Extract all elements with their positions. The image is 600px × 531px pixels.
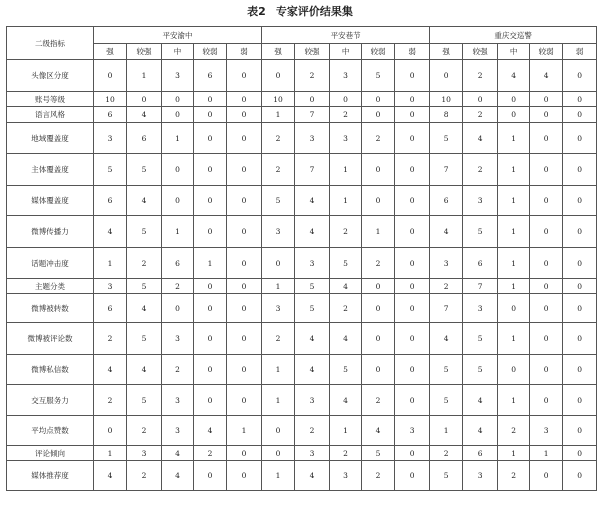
table-cell: 0: [194, 294, 227, 323]
table-cell: 0: [563, 416, 597, 446]
table-cell: 0: [162, 92, 194, 107]
row-label: 微博被评论数: [7, 323, 94, 355]
table-cell: 0: [395, 92, 430, 107]
row-label: 微博被转数: [7, 294, 94, 323]
table-cell: 1: [498, 279, 530, 294]
table-cell: 2: [463, 60, 498, 92]
level-header-row: [7, 44, 597, 60]
table-cell: 0: [563, 385, 597, 416]
table-cell: 4: [295, 186, 330, 216]
group-header: 平安巷节: [262, 27, 430, 44]
table-cell: 1: [262, 107, 295, 123]
level-header: 中: [498, 44, 530, 60]
table-row: [7, 355, 597, 385]
table-cell: 0: [162, 107, 194, 123]
table-cell: 0: [362, 279, 395, 294]
group-header: 平安渝中: [94, 27, 262, 44]
table-cell: 0: [262, 446, 295, 461]
table-cell: 4: [127, 294, 162, 323]
table-cell: 0: [530, 294, 563, 323]
table-cell: 7: [295, 107, 330, 123]
table-cell: 0: [362, 294, 395, 323]
table-cell: 1: [498, 186, 530, 216]
table-cell: 1: [194, 248, 227, 279]
table-row: [7, 92, 597, 107]
table-number: 表2: [247, 5, 266, 18]
table-cell: 0: [227, 385, 262, 416]
table-cell: 3: [162, 60, 194, 92]
table-cell: 8: [430, 107, 463, 123]
table-cell: 3: [395, 416, 430, 446]
row-label: 账号等级: [7, 92, 94, 107]
table-cell: 4: [330, 323, 362, 355]
table-cell: 0: [362, 154, 395, 186]
table-cell: 0: [94, 60, 127, 92]
table-cell: 0: [330, 92, 362, 107]
table-cell: 4: [362, 416, 395, 446]
table-cell: 2: [430, 279, 463, 294]
table-cell: 6: [94, 186, 127, 216]
table-cell: 0: [395, 294, 430, 323]
table-cell: 4: [463, 416, 498, 446]
table-cell: 0: [362, 355, 395, 385]
table-row: [7, 123, 597, 154]
table-cell: 0: [530, 154, 563, 186]
table-cell: 0: [395, 216, 430, 248]
table-cell: 0: [563, 323, 597, 355]
table-cell: 0: [362, 92, 395, 107]
table-cell: 3: [463, 294, 498, 323]
table-cell: 0: [530, 186, 563, 216]
table-cell: 0: [530, 461, 563, 491]
table-cell: 0: [227, 294, 262, 323]
table-cell: 0: [227, 92, 262, 107]
table-cell: 0: [227, 355, 262, 385]
table-cell: 1: [262, 279, 295, 294]
table-cell: 0: [563, 186, 597, 216]
table-cell: 0: [563, 355, 597, 385]
table-cell: 0: [194, 323, 227, 355]
table-cell: 4: [127, 355, 162, 385]
table-cell: 0: [194, 154, 227, 186]
table-cell: 2: [330, 294, 362, 323]
table-cell: 1: [262, 461, 295, 491]
table-cell: 0: [563, 294, 597, 323]
table-cell: 3: [330, 461, 362, 491]
table-row: [7, 248, 597, 279]
table-cell: 0: [162, 186, 194, 216]
table-cell: 1: [227, 416, 262, 446]
table-cell: 2: [127, 248, 162, 279]
row-label: 微博私信数: [7, 355, 94, 385]
table-cell: 4: [330, 279, 362, 294]
table-cell: 2: [162, 355, 194, 385]
table-cell: 0: [530, 216, 563, 248]
table-cell: 0: [563, 123, 597, 154]
row-label: 评论倾向: [7, 446, 94, 461]
row-label: 媒体覆盖度: [7, 186, 94, 216]
table-cell: 4: [330, 385, 362, 416]
table-cell: 0: [395, 355, 430, 385]
table-cell: 0: [498, 294, 530, 323]
table-cell: 0: [362, 323, 395, 355]
table-cell: 1: [362, 216, 395, 248]
table-cell: 2: [463, 154, 498, 186]
table-cell: 4: [94, 355, 127, 385]
table-cell: 0: [563, 60, 597, 92]
table-cell: 0: [262, 416, 295, 446]
table-row: [7, 446, 597, 461]
table-cell: 0: [395, 323, 430, 355]
table-cell: 10: [430, 92, 463, 107]
table-cell: 5: [430, 385, 463, 416]
table-cell: 4: [295, 323, 330, 355]
table-cell: 0: [563, 279, 597, 294]
table-cell: 0: [227, 123, 262, 154]
table-cell: 0: [498, 92, 530, 107]
level-header: 较弱: [362, 44, 395, 60]
table-cell: 1: [498, 323, 530, 355]
table-row: [7, 416, 597, 446]
table-cell: 2: [330, 446, 362, 461]
table-cell: 1: [330, 416, 362, 446]
level-header: 较弱: [194, 44, 227, 60]
table-cell: 0: [227, 446, 262, 461]
table-cell: 2: [362, 123, 395, 154]
table-cell: 0: [530, 355, 563, 385]
table-cell: 0: [395, 385, 430, 416]
table-cell: 3: [94, 279, 127, 294]
table-cell: 0: [395, 461, 430, 491]
table-cell: 0: [563, 248, 597, 279]
table-cell: 3: [463, 461, 498, 491]
table-cell: 6: [162, 248, 194, 279]
table-cell: 5: [463, 216, 498, 248]
table-cell: 4: [295, 216, 330, 248]
group-header: 重庆交巡警: [430, 27, 597, 44]
row-label: 主体覆盖度: [7, 154, 94, 186]
table-cell: 4: [295, 461, 330, 491]
table-row: [7, 323, 597, 355]
table-row: [7, 107, 597, 123]
table-cell: 2: [498, 416, 530, 446]
table-cell: 3: [262, 216, 295, 248]
table-cell: 0: [194, 279, 227, 294]
table-cell: 2: [295, 416, 330, 446]
table-row: [7, 385, 597, 416]
table-cell: 1: [430, 416, 463, 446]
table-cell: 0: [530, 92, 563, 107]
table-cell: 4: [463, 123, 498, 154]
table-body: [7, 60, 597, 491]
row-label: 语言风格: [7, 107, 94, 123]
table-caption: [0, 4, 600, 20]
table-cell: 4: [295, 355, 330, 385]
table-cell: 3: [295, 123, 330, 154]
table-cell: 2: [362, 461, 395, 491]
table-cell: 0: [563, 216, 597, 248]
table-cell: 1: [498, 154, 530, 186]
table-cell: 6: [430, 186, 463, 216]
table-cell: 7: [430, 154, 463, 186]
table-cell: 1: [162, 216, 194, 248]
table-cell: 2: [127, 416, 162, 446]
table-cell: 0: [227, 186, 262, 216]
table-cell: 4: [127, 107, 162, 123]
expert-evaluation-table: [6, 26, 597, 491]
table-cell: 0: [395, 446, 430, 461]
row-label: 媒体推荐度: [7, 461, 94, 491]
table-cell: 3: [330, 123, 362, 154]
table-cell: 0: [262, 248, 295, 279]
table-cell: 0: [127, 92, 162, 107]
table-cell: 2: [362, 385, 395, 416]
table-cell: 2: [330, 107, 362, 123]
table-row: [7, 279, 597, 294]
table-cell: 2: [262, 154, 295, 186]
table-cell: 0: [194, 385, 227, 416]
table-cell: 0: [395, 154, 430, 186]
table-cell: 5: [295, 294, 330, 323]
table-cell: 3: [430, 248, 463, 279]
table-cell: 2: [127, 461, 162, 491]
row-label: 头像区分度: [7, 60, 94, 92]
table-cell: 0: [463, 92, 498, 107]
table-cell: 2: [330, 216, 362, 248]
level-header: 弱: [563, 44, 597, 60]
table-cell: 4: [530, 60, 563, 92]
table-cell: 0: [194, 107, 227, 123]
table-row: [7, 294, 597, 323]
table-cell: 5: [463, 355, 498, 385]
table-cell: 3: [162, 385, 194, 416]
table-cell: 0: [194, 92, 227, 107]
table-cell: 0: [430, 60, 463, 92]
table-cell: 0: [530, 279, 563, 294]
table-cell: 3: [330, 60, 362, 92]
level-header: 较强: [463, 44, 498, 60]
corner-header: 二级指标: [7, 27, 94, 60]
table-row: [7, 60, 597, 92]
table-cell: 3: [262, 294, 295, 323]
table-cell: 1: [262, 355, 295, 385]
level-header: 中: [162, 44, 194, 60]
table-cell: 5: [362, 446, 395, 461]
table-cell: 4: [430, 323, 463, 355]
table-cell: 0: [194, 461, 227, 491]
table-cell: 4: [162, 446, 194, 461]
table-cell: 1: [262, 385, 295, 416]
table-cell: 0: [530, 323, 563, 355]
table-cell: 0: [227, 248, 262, 279]
table-cell: 0: [227, 461, 262, 491]
table-cell: 3: [295, 385, 330, 416]
table-cell: 7: [430, 294, 463, 323]
table-cell: 0: [395, 60, 430, 92]
table-cell: 4: [498, 60, 530, 92]
table-cell: 4: [194, 416, 227, 446]
table-cell: 5: [430, 461, 463, 491]
table-cell: 5: [127, 216, 162, 248]
table-cell: 3: [162, 416, 194, 446]
table-cell: 5: [127, 323, 162, 355]
table-cell: 2: [362, 248, 395, 279]
table-cell: 0: [162, 294, 194, 323]
table-cell: 2: [262, 123, 295, 154]
table-cell: 2: [262, 323, 295, 355]
table-row: [7, 461, 597, 491]
table-cell: 3: [530, 416, 563, 446]
row-label: 话题冲击度: [7, 248, 94, 279]
table-cell: 0: [498, 355, 530, 385]
table-cell: 5: [362, 60, 395, 92]
table-cell: 4: [94, 216, 127, 248]
table-cell: 4: [94, 461, 127, 491]
table-cell: 5: [127, 385, 162, 416]
table-cell: 0: [395, 186, 430, 216]
table-cell: 6: [127, 123, 162, 154]
row-label: 交互服务力: [7, 385, 94, 416]
table-row: [7, 186, 597, 216]
level-header: 弱: [227, 44, 262, 60]
table-cell: 4: [463, 385, 498, 416]
table-cell: 0: [563, 107, 597, 123]
table-cell: 0: [227, 279, 262, 294]
table-cell: 0: [362, 107, 395, 123]
table-cell: 1: [498, 123, 530, 154]
table-cell: 2: [498, 461, 530, 491]
table-cell: 0: [227, 154, 262, 186]
table-cell: 5: [330, 355, 362, 385]
table-cell: 2: [194, 446, 227, 461]
level-header: 强: [430, 44, 463, 60]
table-cell: 1: [127, 60, 162, 92]
table-cell: 0: [227, 216, 262, 248]
table-cell: 7: [295, 154, 330, 186]
table-cell: 6: [463, 248, 498, 279]
table-cell: 3: [295, 446, 330, 461]
table-cell: 2: [162, 279, 194, 294]
table-cell: 0: [498, 107, 530, 123]
table-cell: 0: [295, 92, 330, 107]
table-row: [7, 154, 597, 186]
table-cell: 6: [463, 446, 498, 461]
table-cell: 2: [295, 60, 330, 92]
table-cell: 0: [94, 416, 127, 446]
table-cell: 0: [563, 446, 597, 461]
table-cell: 0: [362, 186, 395, 216]
row-label: 平均点赞数: [7, 416, 94, 446]
table-cell: 0: [194, 216, 227, 248]
table-cell: 0: [395, 248, 430, 279]
level-header: 强: [262, 44, 295, 60]
row-label: 微博传播力: [7, 216, 94, 248]
row-label: 主题分类: [7, 279, 94, 294]
table-cell: 0: [395, 279, 430, 294]
table-row: [7, 216, 597, 248]
level-header: 较强: [127, 44, 162, 60]
table-cell: 1: [162, 123, 194, 154]
table-cell: 3: [127, 446, 162, 461]
table-cell: 1: [330, 186, 362, 216]
table-cell: 4: [127, 186, 162, 216]
table-cell: 3: [94, 123, 127, 154]
level-header: 较弱: [530, 44, 563, 60]
table-cell: 1: [94, 248, 127, 279]
table-cell: 1: [498, 446, 530, 461]
level-header: 中: [330, 44, 362, 60]
level-header: 弱: [395, 44, 430, 60]
table-cell: 0: [563, 461, 597, 491]
table-cell: 5: [463, 323, 498, 355]
level-header: 较强: [295, 44, 330, 60]
level-header: 强: [94, 44, 127, 60]
table-cell: 0: [563, 92, 597, 107]
table-cell: 4: [162, 461, 194, 491]
table-cell: 2: [430, 446, 463, 461]
table-cell: 1: [530, 446, 563, 461]
table-cell: 0: [227, 323, 262, 355]
table-cell: 7: [463, 279, 498, 294]
row-label: 地域覆盖度: [7, 123, 94, 154]
table-cell: 6: [94, 294, 127, 323]
table-cell: 0: [530, 107, 563, 123]
table-cell: 1: [498, 248, 530, 279]
table-cell: 2: [94, 323, 127, 355]
table-cell: 0: [194, 186, 227, 216]
table-cell: 1: [94, 446, 127, 461]
table-cell: 0: [227, 60, 262, 92]
table-cell: 2: [463, 107, 498, 123]
table-cell: 3: [295, 248, 330, 279]
table-cell: 0: [262, 60, 295, 92]
table-cell: 0: [530, 248, 563, 279]
table-cell: 0: [395, 107, 430, 123]
table-cell: 4: [430, 216, 463, 248]
table-cell: 5: [127, 279, 162, 294]
table-cell: 0: [194, 123, 227, 154]
table-cell: 3: [162, 323, 194, 355]
table-cell: 2: [94, 385, 127, 416]
table-cell: 0: [194, 355, 227, 385]
table-cell: 0: [395, 123, 430, 154]
table-cell: 1: [498, 216, 530, 248]
table-cell: 5: [94, 154, 127, 186]
table-cell: 3: [463, 186, 498, 216]
table-cell: 10: [94, 92, 127, 107]
table-cell: 5: [330, 248, 362, 279]
table-cell: 6: [194, 60, 227, 92]
table-cell: 1: [498, 385, 530, 416]
table-cell: 0: [227, 107, 262, 123]
table-cell: 5: [127, 154, 162, 186]
table-cell: 1: [330, 154, 362, 186]
table-cell: 0: [530, 123, 563, 154]
table-cell: 5: [430, 123, 463, 154]
table-cell: 5: [262, 186, 295, 216]
table-cell: 5: [430, 355, 463, 385]
table-cell: 10: [262, 92, 295, 107]
table-cell: 0: [162, 154, 194, 186]
table-cell: 5: [295, 279, 330, 294]
table-cell: 6: [94, 107, 127, 123]
table-title: 专家评价结果集: [275, 5, 353, 18]
table-cell: 0: [563, 154, 597, 186]
table-cell: 0: [530, 385, 563, 416]
